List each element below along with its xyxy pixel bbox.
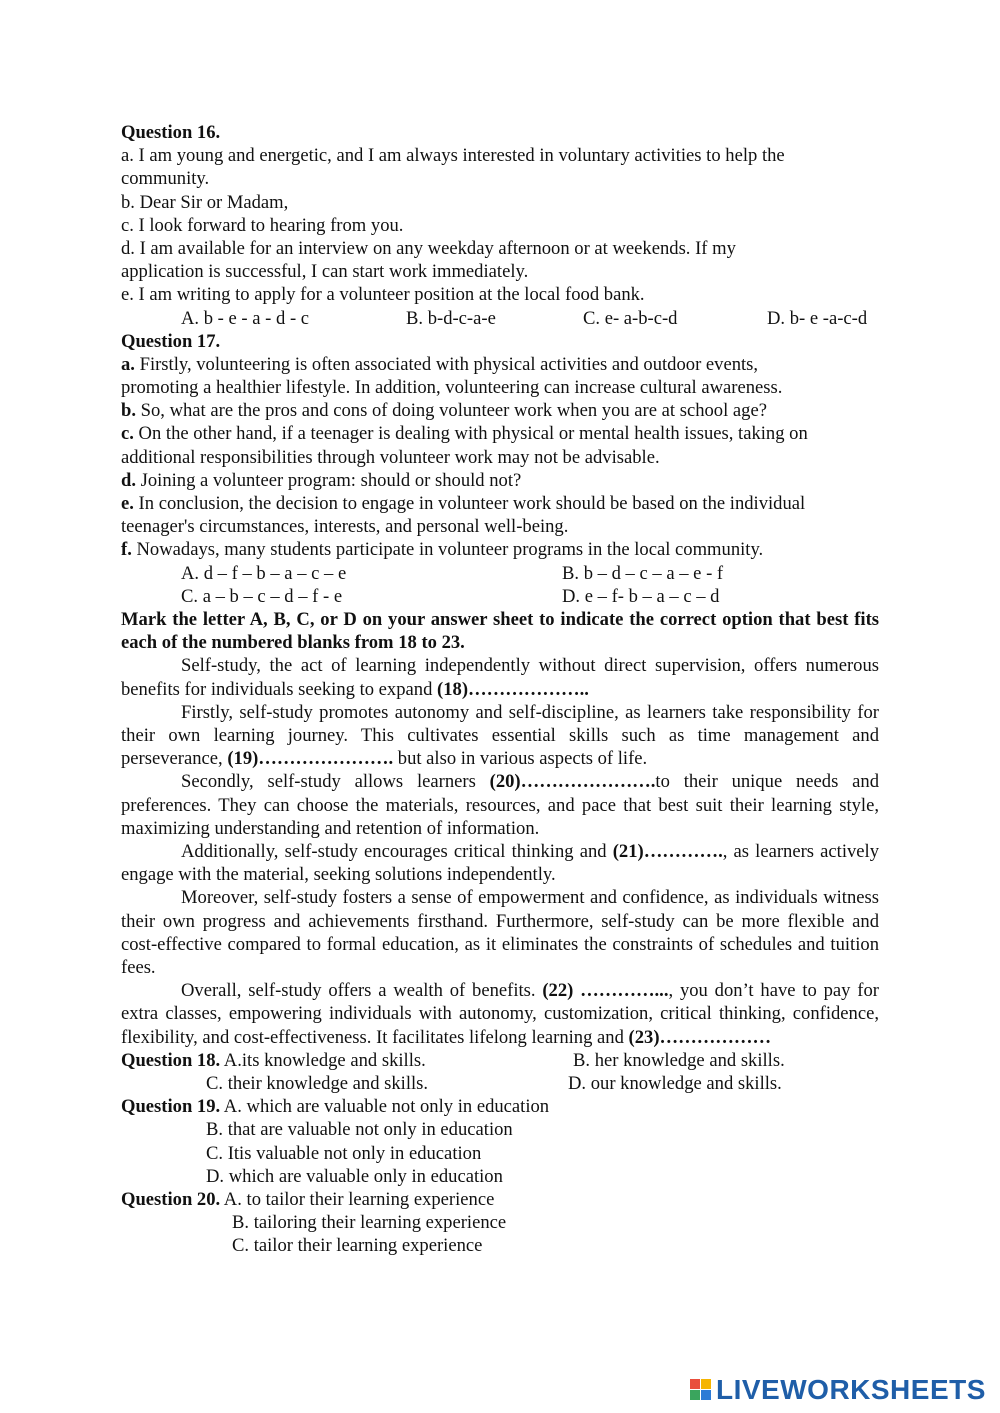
question-18-title: Question 18.: [121, 1049, 221, 1071]
q19-option-a[interactable]: A. which are valuable not only in education: [220, 1096, 550, 1118]
q16-option-d[interactable]: D. b- e -a-c-d: [767, 307, 868, 329]
q20-option-c[interactable]: C. tailor their learning experience: [232, 1235, 483, 1257]
q17-option-a[interactable]: A. d – f – b – a – c – e: [181, 562, 347, 584]
passage-paragraph-6: [121, 979, 879, 1049]
q16-sentence-a: a. I am young and energetic, and I am always interested in voluntary activities to help the: [121, 145, 785, 167]
cloze-instruction: Mark the letter A, B, C, or D on your answer sheet to indicate the correct option that best fits each of the numbered blanks from 18 to 23.: [121, 608, 879, 654]
q17-sentence-d: [121, 469, 879, 492]
q16-sentence-d: d. I am available for an interview on any weekday afternoon or at weekends. If my: [121, 237, 736, 259]
passage-text-3: Secondly, self-study allows learners: [181, 771, 490, 793]
passage-text-2b: but also in various aspects of life.: [393, 748, 648, 770]
q19-row-b: [121, 1118, 879, 1141]
q17-sentence-b: [121, 399, 879, 422]
q17-options-row-2: [121, 585, 879, 608]
blank-21[interactable]: (21)………….: [612, 840, 723, 862]
q18-row-2: [121, 1072, 879, 1095]
q16-sentence-c: c. I look forward to hearing from you.: [121, 214, 404, 236]
q17-label-d: d.: [121, 469, 136, 491]
q20-row-b: [121, 1211, 879, 1234]
q17-option-b[interactable]: B. b – d – c – a – e - f: [562, 562, 724, 584]
blank-22[interactable]: (22) …………...: [542, 980, 669, 1002]
q17-text-c: On the other hand, if a teenager is dealing with physical or mental health issues, taking on: [133, 423, 808, 445]
q17-options-row-1: [121, 562, 879, 585]
liveworksheets-wordmark: LIVEWORKSHEETS: [716, 1374, 986, 1406]
passage-paragraph-3: [121, 770, 879, 840]
q20-row-c: [121, 1234, 879, 1257]
q20-option-b[interactable]: B. tailoring their learning experience: [232, 1212, 507, 1234]
passage-text-1: Self-study, the act of learning independently without direct supervision, offers numerous benefits for individuals seeking to expand: [121, 655, 879, 700]
q16-options: [121, 307, 879, 330]
passage-text-4: Additionally, self-study encourages critical thinking and: [181, 840, 613, 862]
q19-row-d: [121, 1165, 879, 1188]
question-17-title: Question 17.: [121, 330, 221, 352]
q18-line-1: [121, 1049, 426, 1072]
question-20-title: Question 20.: [121, 1188, 221, 1210]
q17-sentence-c-cont: additional responsibilities through volunteer work may not be advisable.: [121, 446, 660, 468]
q17-text-b: So, what are the pros and cons of doing volunteer work when you are at school age?: [136, 400, 767, 422]
q17-text-a: Firstly, volunteering is often associated with physical activities and outdoor events,: [134, 353, 759, 375]
passage-text-6b: , you don’t have to pay for extra classes, empowering individuals with autonomy, customization, critical thinking, confidence, flexibility, and cost-effectiveness. It facilitates lifelong learning and: [121, 980, 879, 1048]
q16-sentence-a-cont: community.: [121, 168, 210, 190]
liveworksheets-mark-icon: [690, 1379, 712, 1401]
question-19-title: Question 19.: [121, 1096, 221, 1118]
q17-sentence-a-cont: promoting a healthier lifestyle. In addition, volunteering can increase cultural awareness.: [121, 377, 783, 399]
q17-sentence-e: [121, 492, 879, 515]
q16-sentence-d-cont: application is successful, I can start work immediately.: [121, 261, 529, 283]
blank-23[interactable]: (23)………………: [628, 1026, 772, 1048]
q17-text-f: Nowadays, many students participate in volunteer programs in the local community.: [131, 539, 764, 561]
liveworksheets-logo[interactable]: [690, 1375, 986, 1405]
q17-sentence-f: [121, 538, 879, 561]
passage-paragraph-2: [121, 701, 879, 771]
q17-text-e: In conclusion, the decision to engage in volunteer work should be based on the individual: [133, 493, 806, 514]
passage-text-3b: to their unique needs and preferences. They can choose the materials, resources, and pace that best suit their learning style, maximizing understanding and retention of information.: [121, 771, 880, 839]
q19-option-b[interactable]: B. that are valuable not only in education: [206, 1119, 513, 1141]
blank-20[interactable]: (20)………………….: [489, 771, 656, 793]
q17-label-a: a.: [121, 353, 135, 375]
q17-label-f: f.: [121, 539, 132, 561]
q19-option-c[interactable]: C. Itis valuable not only in education: [206, 1142, 482, 1164]
q20-option-a[interactable]: A. to tailor their learning experience: [220, 1188, 495, 1210]
q17-text-d: Joining a volunteer program: should or should not?: [136, 469, 522, 491]
q20-line-1: [121, 1188, 879, 1211]
worksheet-page: [121, 121, 879, 1257]
q17-label-b: b.: [121, 400, 136, 422]
q17-option-d[interactable]: D. e – f- b – a – c – d: [562, 585, 720, 607]
passage-text-6: Overall, self-study offers a wealth of benefits.: [181, 980, 543, 1002]
question-16-title: Question 16.: [121, 122, 221, 143]
q18-option-b[interactable]: B. her knowledge and skills.: [573, 1049, 785, 1071]
q16-option-b[interactable]: B. b-d-c-a-e: [406, 307, 496, 329]
passage-text-2: Firstly, self-study promotes autonomy and self-discipline, as learners take responsibility for their own learning journey. This cultivates essential skills such as time management and perseverance,: [121, 701, 879, 770]
q17-sentence-e-cont: teenager's circumstances, interests, and personal well-being.: [121, 516, 569, 538]
blank-18[interactable]: (18)………………..: [437, 678, 589, 700]
q16-option-c[interactable]: C. e- a-b-c-d: [583, 307, 678, 329]
passage-text-4b: , as learners actively engage with the material, seeking solutions independently.: [121, 840, 879, 886]
q16-sentence-e: e. I am writing to apply for a volunteer position at the local food bank.: [121, 284, 645, 306]
q19-line-1: [121, 1095, 879, 1118]
q17-sentence-c: [121, 422, 879, 445]
q16-sentence-b: b. Dear Sir or Madam,: [121, 191, 289, 213]
passage-paragraph-1: [121, 654, 879, 700]
q19-option-d[interactable]: D. which are valuable only in education: [206, 1165, 503, 1187]
q18-option-c[interactable]: C. their knowledge and skills.: [206, 1072, 429, 1094]
q18-option-a[interactable]: A.its knowledge and skills.: [220, 1049, 426, 1071]
q16-option-a[interactable]: A. b - e - a - d - c: [181, 307, 310, 329]
q17-sentence-a: [121, 353, 879, 376]
q17-option-c[interactable]: C. a – b – c – d – f - e: [181, 585, 343, 607]
q19-row-c: [121, 1142, 879, 1165]
q18-option-d[interactable]: D. our knowledge and skills.: [568, 1072, 782, 1094]
q17-label-e: e.: [121, 493, 134, 514]
q18-row-1: [121, 1049, 879, 1072]
q17-label-c: c.: [121, 423, 134, 445]
blank-19[interactable]: (19)………………….: [227, 748, 394, 770]
passage-paragraph-5: Moreover, self-study fosters a sense of empowerment and confidence, as individuals witness their own progress and achievements firsthand. Furthermore, self-study can be more flexible and cost-effective compared to formal education, as it eliminates the constraints of schedules and tuition fees.: [121, 887, 879, 978]
passage-paragraph-4: [121, 840, 879, 886]
